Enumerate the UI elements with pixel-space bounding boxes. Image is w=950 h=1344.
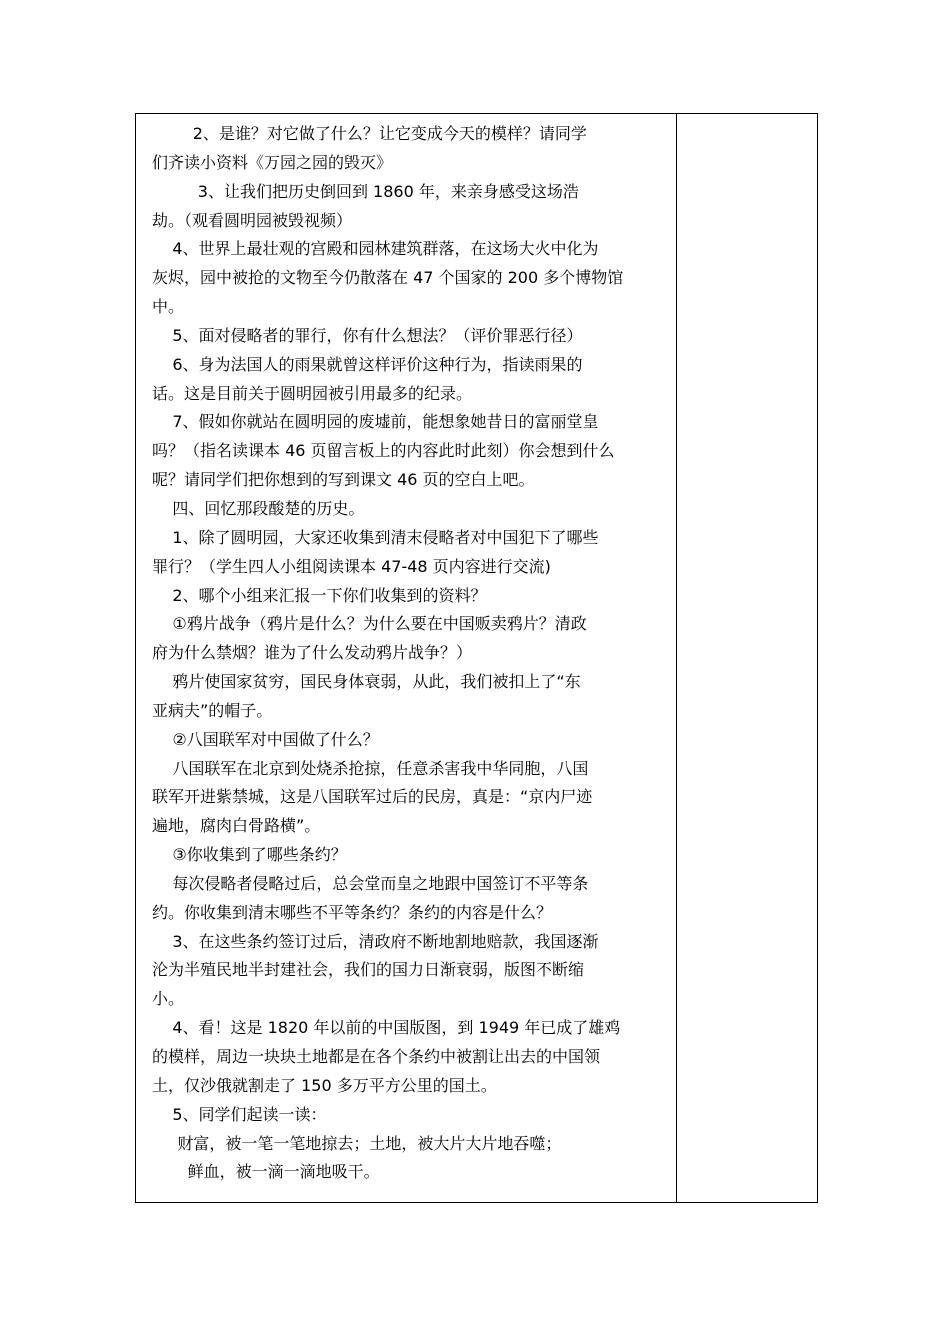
text-line: 罪行？（学生四人小组阅读课本 47-48 页内容进行交流) (152, 556, 551, 576)
text-line: 1、除了圆明园，大家还收集到清末侵略者对中国犯下了哪些 (152, 527, 599, 547)
text-line: 4、看！这是 1820 年以前的中国版图，到 1949 年已成了雄鸡 (152, 1018, 621, 1038)
text-line: 联军开进紫禁城，这是八国联军过后的民房，真是：“京内尸迹 (152, 787, 593, 807)
text-line: 吗？（指名读课本 46 页留言板上的内容此时此刻）你会想到什么 (152, 441, 615, 461)
text-line: 2、哪个小组来汇报一下你们收集到的资料？ (152, 585, 487, 605)
text-line: 鸦片使国家贫穷，国民身体衰弱，从此，我们被扣上了“东 (152, 672, 581, 692)
lesson-table (135, 113, 818, 1203)
text-line: 土，仅沙俄就割走了 150 多万平方公里的国土。 (152, 1075, 497, 1095)
text-line: ①鸦片战争（鸦片是什么？为什么要在中国贩卖鸦片？清政 (152, 614, 587, 634)
text-line: 呢？请同学们把你想到的写到课文 46 页的空白上吧。 (152, 470, 535, 490)
text-line: 沦为半殖民地半封建社会，我们的国力日渐衰弱，版图不断缩 (152, 960, 585, 980)
text-line: 7、假如你就站在圆明园的废墟前，能想象她昔日的富丽堂皇 (152, 412, 599, 432)
text-line: 5、面对侵略者的罪行，你有什么想法？（评价罪恶行径） (152, 325, 583, 345)
text-line: 们齐读小资料《万园之园的毁灭》 (152, 152, 393, 172)
notes-cell (677, 114, 818, 1202)
text-line: 小。 (152, 989, 185, 1009)
text-line: ③你收集到了哪些条约？ (152, 845, 347, 865)
text-line: ②八国联军对中国做了什么？ (152, 729, 379, 749)
text-line: 财富，被一笔一笔地掠去；土地，被大片大片地吞噬； (152, 1133, 562, 1153)
text-line: 四、回忆那段酸楚的历史。 (152, 498, 365, 518)
text-line: 每次侵略者侵略过后，总会堂而皇之地跟中国签订不平等条 (152, 873, 589, 893)
text-line: 4、世界上最壮观的宫殿和园林建筑群落，在这场大火中化为 (152, 239, 599, 259)
text-line: 约。你收集到清末哪些不平等条约？条约的内容是什么？ (152, 902, 553, 922)
text-line: 3、让我们把历史倒回到 1860 年，来亲身感受这场浩 (152, 181, 579, 201)
text-line: 话。这是目前关于圆明园被引用最多的纪录。 (152, 383, 473, 403)
text-line: 劫。（观看圆明园被毁视频） (152, 210, 353, 230)
text-line: 的模样，周边一块块土地都是在各个条约中被割让出去的中国领 (152, 1047, 601, 1066)
text-line: 中。 (152, 297, 185, 317)
text-line: 八国联军在北京到处烧杀抢掠，任意杀害我中华同胞，八国 (152, 758, 589, 778)
text-line: 3、在这些条约签订过后，清政府不断地割地赔款，我国逐渐 (152, 931, 599, 951)
text-line: 府为什么禁烟？谁为了什么发动鸦片战争？） (152, 643, 473, 663)
text-line: 5、同学们起读一读： (152, 1104, 327, 1124)
lesson-content-cell (152, 120, 666, 1187)
text-line: 亚病夫”的帽子。 (152, 700, 273, 720)
text-line: 2、是谁？对它做了什么？让它变成今天的模样？请同学 (152, 124, 587, 143)
text-line: 鲜血，被一滴一滴地吸干。 (152, 1162, 380, 1182)
text-line: 灰烬，园中被抢的文物至今仍散落在 47 个国家的 200 多个博物馆 (152, 268, 624, 288)
text-line: 遍地，腐肉白骨路横”。 (152, 816, 321, 836)
text-line: 6、身为法国人的雨果就曾这样评价这种行为，指读雨果的 (152, 354, 583, 374)
